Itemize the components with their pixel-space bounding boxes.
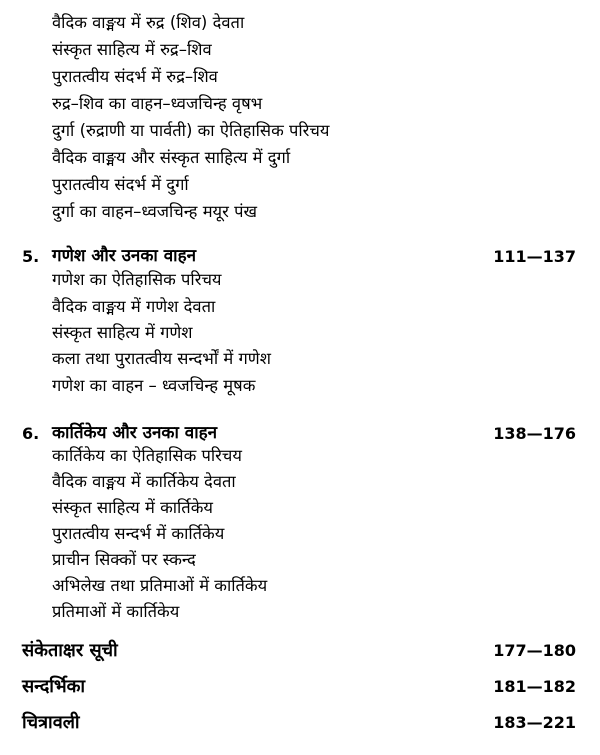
toc-item: दुर्गा (रुद्राणी या पार्वती) का ऐतिहासिक परिचय [52, 121, 330, 140]
toc-item: पुरातत्वीय संदर्भ में दुर्गा [52, 175, 189, 194]
toc-item: संस्कृत साहित्य में कार्तिकेय [52, 498, 213, 517]
chapter-pages: 138—176 [493, 424, 576, 443]
back-matter-pages: 181—182 [493, 677, 576, 696]
back-matter-pages: 183—221 [493, 713, 576, 732]
toc-item: पुरातत्वीय सन्दर्भ में कार्तिकेय [52, 524, 225, 543]
toc-item: गणेश का वाहन – ध्वजचिन्ह मूषक [52, 376, 256, 395]
toc-item: कला तथा पुरातत्वीय सन्दर्भों में गणेश [52, 349, 271, 368]
chapter-title: गणेश और उनका वाहन [52, 246, 197, 266]
toc-item: वैदिक वाङ्मय और संस्कृत साहित्य में दुर्गा [52, 148, 291, 167]
back-matter-title: संकेताक्षर सूची [22, 640, 118, 661]
toc-item: पुरातत्वीय संदर्भ में रुद्र–शिव [52, 67, 218, 86]
toc-item: वैदिक वाङ्मय में गणेश देवता [52, 297, 216, 316]
toc-item: संस्कृत साहित्य में रुद्र–शिव [52, 40, 212, 59]
toc-item: वैदिक वाङ्मय में कार्तिकेय देवता [52, 472, 236, 491]
back-matter-title: चित्रावली [22, 712, 80, 733]
chapter-number: 6. [22, 424, 40, 443]
toc-item: कार्तिकेय का ऐतिहासिक परिचय [52, 446, 242, 465]
toc-item: प्रतिमाओं में कार्तिकेय [52, 602, 180, 621]
toc-item: संस्कृत साहित्य में गणेश [52, 323, 193, 342]
chapter-number: 5. [22, 247, 40, 266]
back-matter-pages: 177—180 [493, 641, 576, 660]
toc-item: वैदिक वाङ्मय में रुद्र (शिव) देवता [52, 13, 245, 32]
toc-item: दुर्गा का वाहन–ध्वजचिन्ह मयूर पंख [52, 202, 257, 221]
toc-item: रुद्र–शिव का वाहन–ध्वजचिन्ह वृषभ [52, 94, 263, 113]
toc-item: प्राचीन सिक्कों पर स्कन्द [52, 550, 196, 569]
chapter-title: कार्तिकेय और उनका वाहन [52, 423, 218, 443]
back-matter-title: सन्दर्भिका [22, 676, 86, 697]
chapter-pages: 111—137 [493, 247, 576, 266]
toc-item: गणेश का ऐतिहासिक परिचय [52, 270, 222, 289]
toc-item: अभिलेख तथा प्रतिमाओं में कार्तिकेय [52, 576, 268, 595]
